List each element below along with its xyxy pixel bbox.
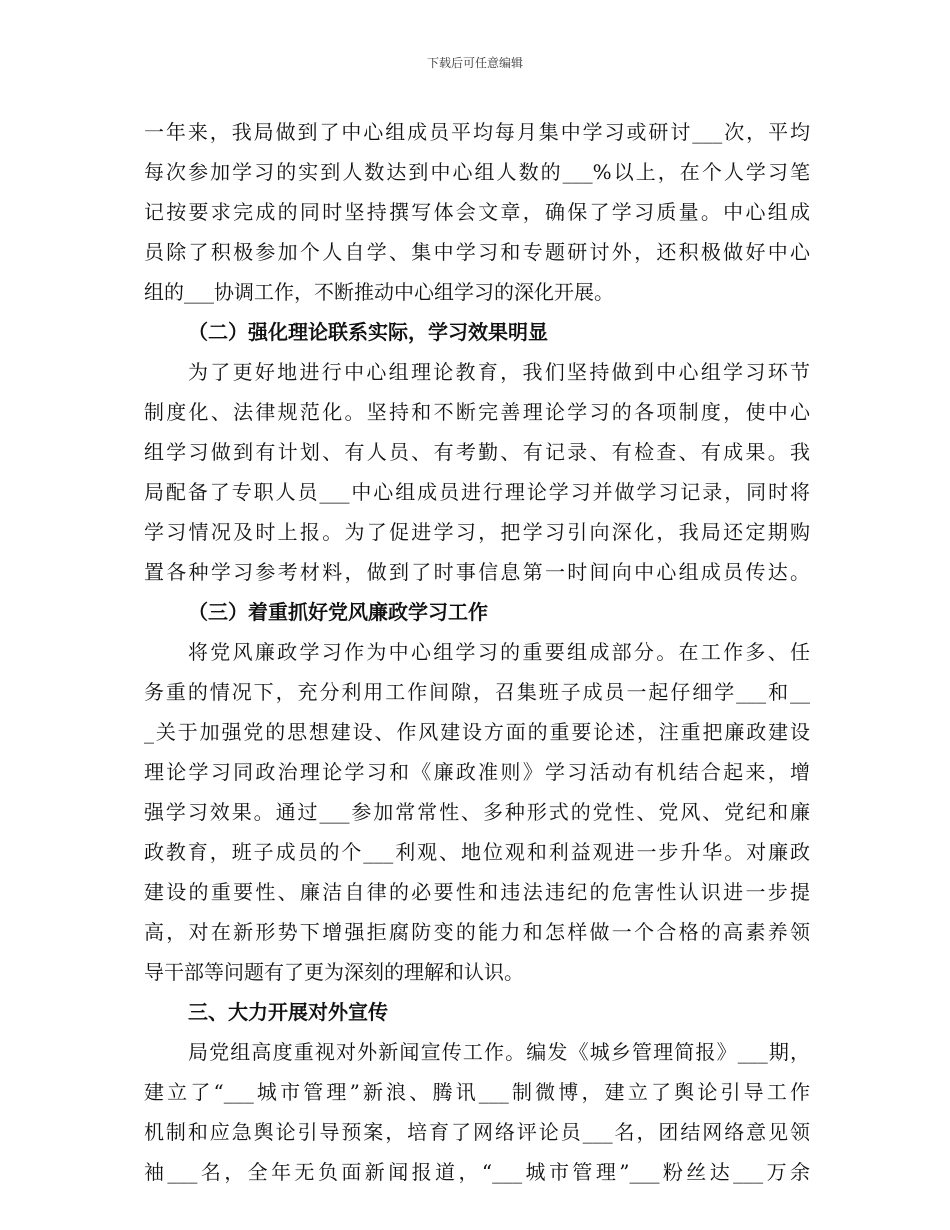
paragraph-line: 员除了积极参加个人自学、集中学习和专题研讨外，还积极做好中心 [144, 240, 810, 264]
paragraph-line: _关于加强党的思想建设、作风建设方面的重要论述，注重把廉政建设 [144, 720, 810, 744]
paragraph-line: 建设的重要性、廉洁自律的必要性和违法违纪的危害性认识进一步提 [144, 880, 810, 904]
paragraph-line: 局配备了专职人员___中心组成员进行理论学习并做学习记录，同时将 [144, 480, 810, 504]
paragraph-line: 机制和应急舆论引导预案，培育了网络评论员___名，团结网络意见领 [144, 1120, 810, 1144]
section-heading: （二）强化理论联系实际，学习效果明显 [188, 320, 548, 344]
paragraph-line: 组的___协调工作，不断推动中心组学习的深化开展。 [144, 280, 614, 304]
paragraph-line: 一年来，我局做到了中心组成员平均每月集中学习或研讨___次，平均 [144, 120, 810, 144]
section-heading: 三、大力开展对外宣传 [188, 1000, 388, 1024]
paragraph-line: 导干部等问题有了更为深刻的理解和认识。 [144, 960, 524, 984]
paragraph-line: 务重的情况下，充分利用工作间隙，召集班子成员一起仔细学___和__ [144, 680, 810, 704]
paragraph-line: 强学习效果。通过___参加常常性、多种形式的党性、党风、党纪和廉 [144, 800, 810, 824]
paragraph-line: 将党风廉政学习作为中心组学习的重要组成部分。在工作多、任 [188, 640, 810, 664]
paragraph-line: 组学习做到有计划、有人员、有考勤、有记录、有检查、有成果。我 [144, 440, 810, 464]
paragraph-line: 政教育，班子成员的个___利观、地位观和利益观进一步升华。对廉政 [144, 840, 810, 864]
paragraph-line: 局党组高度重视对外新闻宣传工作。编发《城乡管理简报》___期， [188, 1040, 810, 1064]
paragraph-line: 理论学习同政治理论学习和《廉政准则》学习活动有机结合起来，增 [144, 760, 810, 784]
paragraph-line: 制度化、法律规范化。坚持和不断完善理论学习的各项制度，使中心 [144, 400, 810, 424]
paragraph-line: 高，对在新形势下增强拒腐防变的能力和怎样做一个合格的高素养领 [144, 920, 810, 944]
paragraph-line: 置各种学习参考材料，做到了时事信息第一时间向中心组成员传达。 [144, 560, 810, 584]
paragraph-line: 为了更好地进行中心组理论教育，我们坚持做到中心组学习环节 [188, 360, 810, 384]
paragraph-line: 建立了“___城市管理”新浪、腾讯___制微博，建立了舆论引导工作 [144, 1080, 810, 1104]
paragraph-line: 每次参加学习的实到人数达到中心组人数的___%以上，在个人学习笔 [144, 160, 810, 184]
paragraph-line: 袖___名，全年无负面新闻报道，“___城市管理”___粉丝达___万余 [144, 1160, 810, 1184]
paragraph-line: 记按要求完成的同时坚持撰写体会文章，确保了学习质量。中心组成 [144, 200, 810, 224]
page-header: 下载后可任意编辑 [426, 56, 523, 70]
paragraph-line: 学习情况及时上报。为了促进学习，把学习引向深化，我局还定期购 [144, 520, 810, 544]
document-body [144, 112, 810, 1192]
section-heading: （三）着重抓好党风廉政学习工作 [188, 600, 488, 624]
